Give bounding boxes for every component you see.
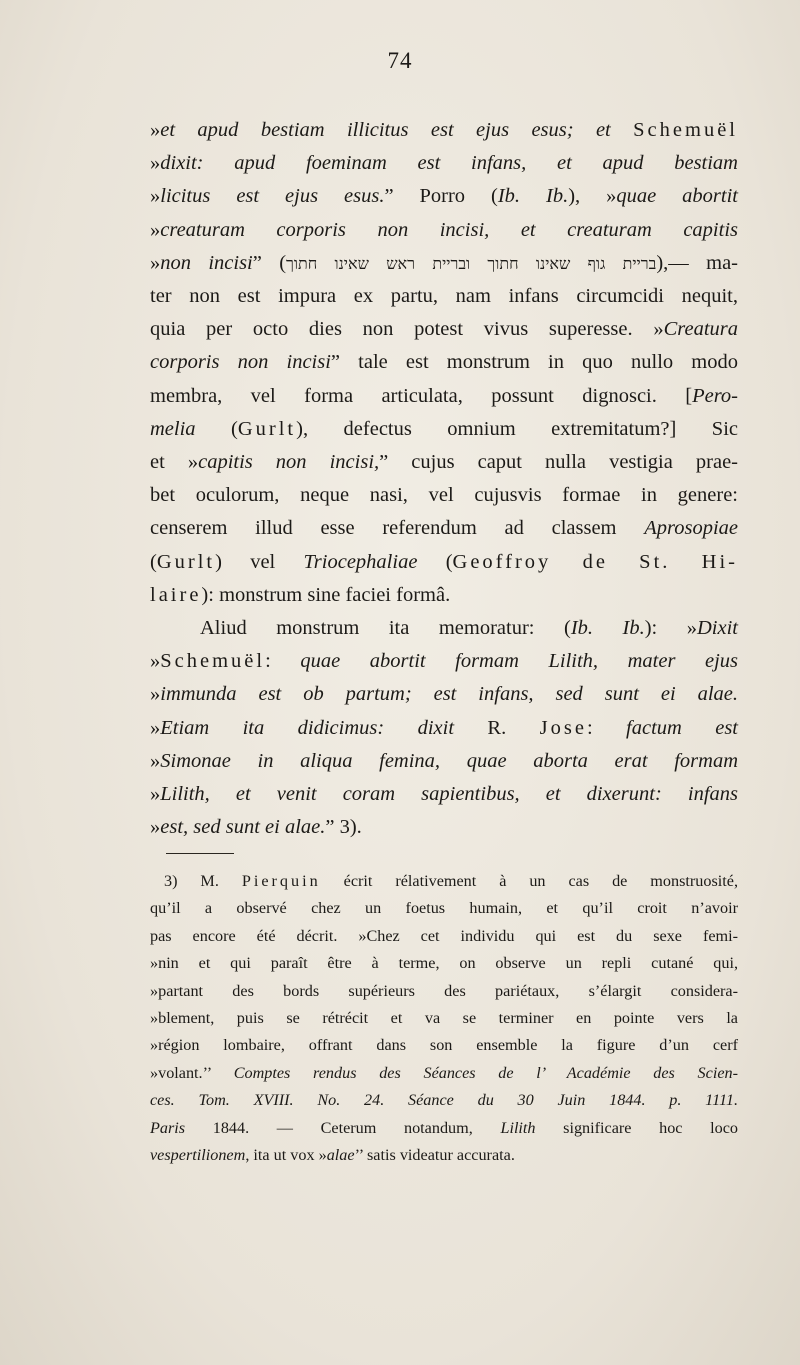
text-line: laire): monstrum sine faciei formâ.	[150, 583, 451, 606]
footnote-line: pas encore été décrit. »Chez cet individu qui est du sexe femi-	[150, 926, 738, 945]
main-text	[150, 114, 738, 844]
footnote-line: vespertilionem, ita ut vox »alae’’ satis videatur accurata.	[150, 1146, 515, 1165]
footnote-line: qu’il a observé chez un foetus humain, et qu’il croit n’avoir	[150, 899, 738, 918]
footnote	[150, 868, 738, 1169]
text-line: »Schemuël: quae abortit formam Lilith, mater ejus	[150, 650, 738, 673]
text-line: (Gurlt) vel Triocephaliae (Geoffroy de St. Hi-	[150, 550, 739, 573]
footnote-line: 3) M. Pierquin écrit rélativement à un cas de monstruosité,	[164, 872, 738, 890]
text-line: »Lilith, et venit coram sapientibus, et dixerunt: infans	[150, 783, 738, 806]
page-number: 74	[387, 48, 413, 73]
text-line: censerem illud esse referendum ad classem Aprosopiae	[150, 517, 738, 540]
text-line: »est, sed sunt ei alae.” 3).	[150, 816, 362, 839]
text-line: Aliud monstrum ita memoratur: (Ib. Ib.): »Dixit	[200, 617, 738, 640]
text-line: quia per octo dies non potest vivus superesse. »Creatura	[150, 318, 738, 341]
text-line: membra, vel forma articulata, possunt dignosci. [Pero-	[150, 384, 738, 407]
footnote-line: »partant des bords supérieurs des pariétaux, s’élargit considera-	[150, 981, 738, 1000]
text-line: melia (Gurlt), defectus omnium extremitatum?] Sic	[150, 417, 738, 440]
text-line: »licitus est ejus esus.” Porro (Ib. Ib.), »quae abortit	[150, 185, 738, 208]
text-line: »creaturam corporis non incisi, et creaturam capitis	[150, 218, 738, 241]
text-line: »non incisi” (בריית גוף שאינו חתוך ובריית ראש שאינו חתוך),— ma-	[150, 251, 738, 274]
footnote-divider	[166, 853, 234, 854]
footnote-line: »nin et qui paraît être à terme, on observe un repli cutané qui,	[150, 954, 738, 973]
text-line: »dixit: apud foeminam est infans, et apud bestiam	[150, 152, 738, 175]
text-line: »immunda est ob partum; est infans, sed sunt ei alae.	[150, 683, 738, 706]
hebrew-quotation: בריית גוף שאינו חתוך ובריית ראש שאינו חתוך	[286, 253, 657, 273]
footnote-line: ces. Tom. XVIII. No. 24. Séance du 30 Juin 1844. p. 1111.	[150, 1091, 738, 1110]
footnote-line: »volant.’’ Comptes rendus des Séances de l’ Académie des Scien-	[150, 1063, 738, 1082]
text-line: corporis non incisi” tale est monstrum in quo nullo modo	[150, 351, 738, 374]
text-line: »Simonae in aliqua femina, quae aborta erat formam	[150, 749, 738, 772]
text-line: »et apud bestiam illicitus est ejus esus; et Schemuël	[150, 119, 738, 141]
text-line: et »capitis non incisi,” cujus caput nulla vestigia prae-	[150, 451, 738, 474]
text-line: »Etiam ita didicimus: dixit R. Jose: factum est	[150, 716, 738, 739]
text-line: bet oculorum, neque nasi, vel cujusvis formae in genere:	[150, 484, 738, 507]
footnote-line: »région lombaire, offrant dans son ensemble la figure d’un cerf	[150, 1036, 738, 1055]
footnote-line: »blement, puis se rétrécit et va se terminer en pointe vers la	[150, 1009, 738, 1028]
footnote-line: Paris 1844. — Ceterum notandum, Lilith significare hoc loco	[150, 1118, 739, 1137]
text-line: ter non est impura ex partu, nam infans circumcidi nequit,	[150, 285, 738, 308]
